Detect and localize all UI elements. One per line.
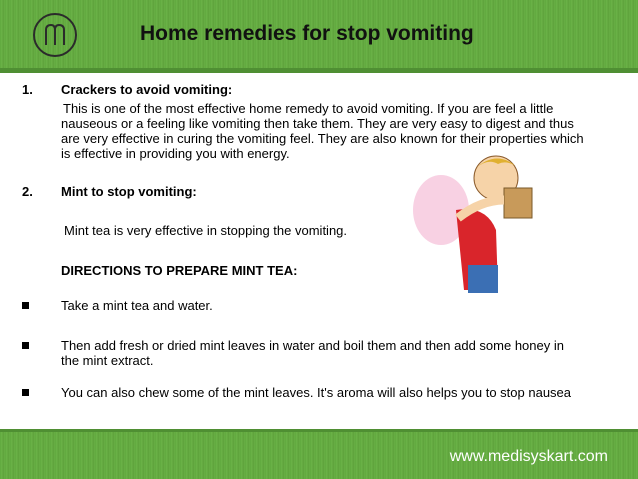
logo [33,13,77,57]
bullet-icon [22,389,29,396]
item-heading: Crackers to avoid vomiting: [61,82,233,97]
list-item: Take a mint tea and water. [61,298,213,313]
sick-boy-illustration [386,150,566,295]
item-number: 1. [22,82,33,97]
website-link[interactable]: www.medisyskart.com [449,448,608,465]
item-number: 2. [22,184,33,199]
header-divider [0,68,638,73]
section-subheading: DIRECTIONS TO PREPARE MINT TEA: [61,263,298,278]
footer-divider [0,429,638,432]
list-item: You can also chew some of the mint leaves. It's aroma will also helps you to stop nausea [61,385,572,400]
item-body: This is one of the most effective home remedy to avoid vomiting. If you are feel a little nauseous or a feeling like vomiting then take them. They are very easy to digest and thus are very effective in curing the vomiting feel. They are also known for their properties which is effective in providing you with energy. [61,101,584,161]
item-body: Mint tea is very effective in stopping the vomiting. [64,223,348,238]
item-heading: Mint to stop vomiting: [61,184,197,199]
bullet-icon [22,302,29,309]
list-item: Then add fresh or dried mint leaves in water and boil them and then add some honey in the mint extract. [61,338,564,368]
page-title: Home remedies for stop vomiting [140,22,474,45]
bullet-icon [22,342,29,349]
logo-m-icon [35,15,75,55]
